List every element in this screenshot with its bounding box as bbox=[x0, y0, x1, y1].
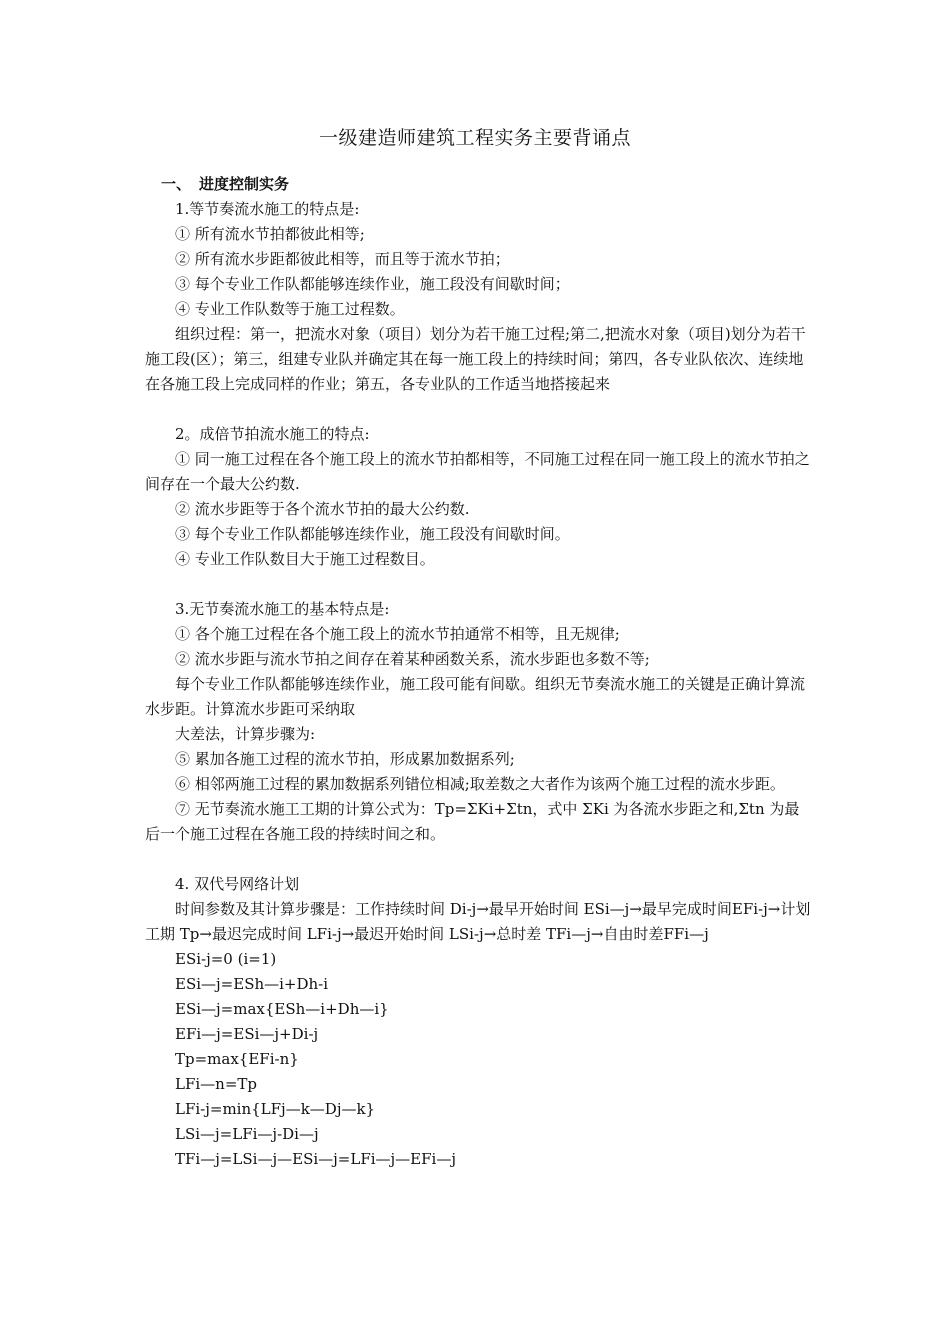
list-item: ② 流水步距与流水节拍之间存在着某种函数关系，流水步距也多数不等; bbox=[175, 650, 650, 668]
list-item: ⑤ 累加各施工过程的流水节拍，形成累加数据系列; bbox=[175, 750, 515, 768]
list-item: ⑥ 相邻两施工过程的累加数据系列错位相减;取差数之大者作为该两个施工过程的流水步距。 bbox=[175, 775, 785, 793]
list-item: ④ 专业工作队数等于施工过程数。 bbox=[175, 300, 405, 318]
list-item: ④ 专业工作队数目大于施工过程数目。 bbox=[175, 550, 435, 568]
subsection-4-title: 4. 双代号网络计划 bbox=[175, 875, 300, 893]
subsection-3-title: 3.无节奏流水施工的基本特点是: bbox=[175, 600, 390, 618]
formula: LFi—n=Tp bbox=[175, 1075, 258, 1093]
formula: ESi—j=ESh—i+Dh-i bbox=[175, 975, 329, 993]
formula: ESi—j=max{ESh—i+Dh—i} bbox=[175, 1000, 389, 1018]
paragraph: 时间参数及其计算步骤是：工作持续时间 Di-j→最早开始时间 ESi—j→最早完成时间EFi-j→计划工期 Tp→最迟完成时间 LFi-j→最迟开始时间 LSi-j→总时差 TFi—j→自由时差FFi—j bbox=[145, 900, 811, 943]
list-item: ② 所有流水步距都彼此相等，而且等于流水节拍； bbox=[175, 250, 510, 268]
spacer bbox=[145, 847, 811, 872]
spacer bbox=[145, 572, 811, 597]
list-item: ① 同一施工过程在各个施工段上的流水节拍都相等，不同施工过程在同一施工段上的流水节拍之间存在一个最大公约数. bbox=[145, 450, 810, 493]
formula: LFi-j=min{LFj—k—Dj—k} bbox=[175, 1100, 376, 1118]
subsection-1-title: 1.等节奏流水施工的特点是: bbox=[175, 200, 360, 218]
document-title: 一级建造师建筑工程实务主要背诵点 bbox=[318, 127, 631, 149]
document-body bbox=[145, 172, 811, 1172]
formula: ESi-j=0 (i=1) bbox=[175, 950, 277, 968]
section-heading-text: 进度控制实务 bbox=[199, 175, 290, 193]
formula: TFi—j=LSi—j—ESi—j=LFi—j—EFi—j bbox=[175, 1150, 456, 1168]
paragraph: 组织过程：第一，把流水对象（项目）划分为若干施工过程;第二,把流水对象（项目)划分为若干施工段(区）；第三，组建专业队并确定其在每一施工段上的持续时间；第四，各专业队依次、连续地在各施工段上完成同样的作业；第五，各专业队的工作适当地搭接起来 bbox=[145, 325, 806, 393]
subsection-2-title: 2。成倍节拍流水施工的特点: bbox=[175, 425, 370, 443]
list-item: ① 各个施工过程在各个施工段上的流水节拍通常不相等，且无规律; bbox=[175, 625, 620, 643]
formula: EFi—j=ESi—j+Di-j bbox=[175, 1025, 319, 1043]
list-item: ① 所有流水节拍都彼此相等; bbox=[175, 225, 365, 243]
paragraph: 每个专业工作队都能够连续作业，施工段可能有间歇。组织无节奏流水施工的关键是正确计算流水步距。计算流水步距可采纳取 bbox=[145, 675, 806, 718]
formula: Tp=max{EFi-n} bbox=[175, 1050, 299, 1068]
spacer bbox=[145, 397, 811, 422]
list-item: ⑦ 无节奏流水施工工期的计算公式为：Tp=ΣKi+Σtn，式中 ΣKi 为各流水步距之和,Σtn 为最后一个施工过程在各施工段的持续时间之和。 bbox=[145, 800, 800, 843]
list-item: ② 流水步距等于各个流水节拍的最大公约数. bbox=[175, 500, 470, 518]
formula: LSi—j=LFi—j-Di—j bbox=[175, 1125, 319, 1143]
section-heading bbox=[145, 172, 811, 197]
list-item: ③ 每个专业工作队都能够连续作业，施工段没有间歇时间。 bbox=[175, 525, 570, 543]
section-number: 一、 bbox=[161, 175, 192, 193]
list-item: ③ 每个专业工作队都能够连续作业，施工段没有间歇时间； bbox=[175, 275, 570, 293]
paragraph: 大差法，计算步骤为: bbox=[175, 725, 316, 743]
